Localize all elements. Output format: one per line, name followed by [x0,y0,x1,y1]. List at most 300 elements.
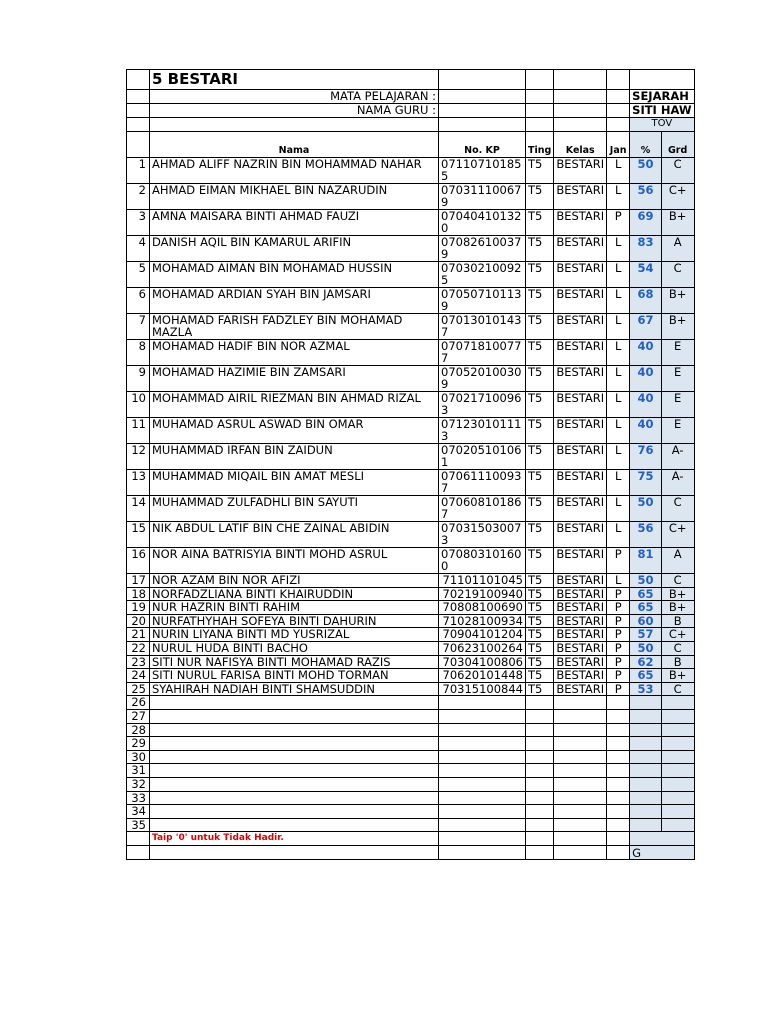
row-number: 1 [127,158,150,184]
student-class: BESTARI [554,288,607,314]
student-gender: L [607,288,630,314]
empty-cell [439,764,526,778]
student-grade: C [661,574,694,588]
empty-cell [554,709,607,723]
student-percent: 69 [630,210,662,236]
row-number: 21 [127,628,150,642]
empty-cell [439,709,526,723]
row-number: 11 [127,418,150,444]
student-form: T5 [526,236,554,262]
student-name: MUHAMAD ASRUL ASWAD BIN OMAR [150,418,439,444]
student-form: T5 [526,496,554,522]
student-grade: C [661,262,694,288]
student-grade: E [661,366,694,392]
class-title: 5 BESTARI [150,70,439,90]
student-name: NOR AINA BATRISYIA BINTI MOHD ASRUL [150,548,439,574]
subject-value: SEJARAH [630,90,694,104]
student-row [127,655,695,669]
student-name: MUHAMMAD MIQAIL BIN AMAT MESLI [150,470,439,496]
student-row [127,262,695,288]
empty-cell [607,709,630,723]
student-grade: E [661,340,694,366]
empty-cell [526,737,554,751]
row-number: 9 [127,366,150,392]
row-number: 3 [127,210,150,236]
row-number: 13 [127,470,150,496]
empty-row [127,805,695,819]
student-row [127,366,695,392]
empty-row [127,709,695,723]
empty-cell [150,805,439,819]
student-row [127,314,695,340]
student-class: BESTARI [554,522,607,548]
student-ic: 070608101867 [439,496,526,522]
empty-cell [630,723,662,737]
empty-cell [439,777,526,791]
student-row [127,614,695,628]
student-gender: L [607,184,630,210]
student-class: BESTARI [554,210,607,236]
empty-cell [661,818,694,832]
student-class: BESTARI [554,641,607,655]
student-name: MOHAMAD FARISH FADZLEY BIN MOHAMAD MAZLA [150,314,439,340]
student-row [127,470,695,496]
student-form: T5 [526,574,554,588]
student-percent: 65 [630,669,662,683]
student-class: BESTARI [554,366,607,392]
student-percent: 56 [630,184,662,210]
student-class: BESTARI [554,184,607,210]
student-class: BESTARI [554,392,607,418]
student-ic: 70808100690 [439,601,526,615]
empty-cell [439,750,526,764]
row-number: 24 [127,669,150,683]
student-name: NOR AZAM BIN NOR AFIZI [150,574,439,588]
row-number: 16 [127,548,150,574]
empty-cell [630,818,662,832]
empty-cell [439,723,526,737]
empty-cell [526,750,554,764]
empty-cell [554,723,607,737]
student-gender: L [607,496,630,522]
empty-cell [630,805,662,819]
student-row [127,184,695,210]
student-ic: 070520100309 [439,366,526,392]
empty-cell [554,737,607,751]
student-name: AMNA MAISARA BINTI AHMAD FAUZI [150,210,439,236]
student-percent: 50 [630,496,662,522]
row-number: 35 [127,818,150,832]
student-row [127,628,695,642]
header-kelas: Kelas [554,132,607,158]
student-grade: B+ [661,587,694,601]
empty-cell [439,791,526,805]
row-number: 8 [127,340,150,366]
student-form: T5 [526,669,554,683]
empty-cell [630,777,662,791]
student-gender: L [607,392,630,418]
student-grade: B [661,614,694,628]
row-number: 17 [127,574,150,588]
empty-row [127,723,695,737]
empty-row [127,696,695,710]
row-number: 28 [127,723,150,737]
empty-cell [526,777,554,791]
empty-cell [150,737,439,751]
blank-cell [439,846,526,860]
empty-cell [554,791,607,805]
empty-row [127,791,695,805]
student-row [127,574,695,588]
student-form: T5 [526,628,554,642]
student-form: T5 [526,392,554,418]
empty-cell [554,777,607,791]
empty-cell [526,723,554,737]
student-ic: 71101101045 [439,574,526,588]
student-grade: C+ [661,628,694,642]
empty-row [127,737,695,751]
student-ic: 70904101204 [439,628,526,642]
row-number: 20 [127,614,150,628]
student-ic: 070130101437 [439,314,526,340]
empty-cell [526,791,554,805]
empty-cell [150,723,439,737]
empty-cell [661,709,694,723]
student-form: T5 [526,587,554,601]
empty-cell [526,805,554,819]
header-kp: No. KP [439,132,526,158]
student-row [127,418,695,444]
student-row [127,236,695,262]
student-percent: 68 [630,288,662,314]
student-grade: A [661,548,694,574]
student-grade: C [661,496,694,522]
student-row [127,444,695,470]
row-number: 23 [127,655,150,669]
empty-cell [607,818,630,832]
student-percent: 65 [630,601,662,615]
empty-cell [661,805,694,819]
student-form: T5 [526,184,554,210]
student-percent: 83 [630,236,662,262]
student-gender: L [607,418,630,444]
empty-cell [661,764,694,778]
student-name: NIK ABDUL LATIF BIN CHE ZAINAL ABIDIN [150,522,439,548]
empty-cell [554,696,607,710]
student-ic: 70620101448 [439,669,526,683]
empty-cell [439,818,526,832]
student-row [127,548,695,574]
student-class: BESTARI [554,418,607,444]
empty-cell [439,805,526,819]
student-grade: A- [661,470,694,496]
student-gender: L [607,366,630,392]
empty-cell [150,791,439,805]
student-percent: 54 [630,262,662,288]
blank-cell [607,832,630,846]
empty-cell [150,764,439,778]
student-percent: 60 [630,614,662,628]
blank-cell [439,70,526,90]
empty-cell [630,709,662,723]
student-grade: A [661,236,694,262]
student-name: MOHAMAD HAZIMIE BIN ZAMSARI [150,366,439,392]
student-form: T5 [526,262,554,288]
header-jan: Jan [607,132,630,158]
student-class: BESTARI [554,574,607,588]
student-ic: 070404101320 [439,210,526,236]
row-number: 26 [127,696,150,710]
student-form: T5 [526,158,554,184]
student-row [127,158,695,184]
empty-cell [661,750,694,764]
student-row [127,522,695,548]
student-percent: 40 [630,340,662,366]
student-form: T5 [526,522,554,548]
student-form: T5 [526,548,554,574]
student-percent: 50 [630,158,662,184]
student-class: BESTARI [554,158,607,184]
student-name: SITI NUR NAFISYA BINTI MOHAMAD RAZIS [150,655,439,669]
student-ic: 70623100264 [439,641,526,655]
student-row [127,601,695,615]
student-ic: 070803101600 [439,548,526,574]
student-name: AHMAD EIMAN MIKHAEL BIN NAZARUDIN [150,184,439,210]
student-ic: 70304100806 [439,655,526,669]
student-class: BESTARI [554,628,607,642]
student-name: DANISH AQIL BIN KAMARUL ARIFIN [150,236,439,262]
empty-cell [150,709,439,723]
student-ic: 070205101061 [439,444,526,470]
student-ic: 71028100934 [439,614,526,628]
row-number: 29 [127,737,150,751]
row-number: 5 [127,262,150,288]
student-gender: L [607,444,630,470]
row-number: 19 [127,601,150,615]
teacher-label: NAMA GURU : [150,104,439,118]
row-number: 31 [127,764,150,778]
student-gender: P [607,641,630,655]
blank-cell [526,832,554,846]
empty-cell [607,791,630,805]
student-grade: C [661,641,694,655]
student-class: BESTARI [554,669,607,683]
row-number: 18 [127,587,150,601]
student-ic: 070302100925 [439,262,526,288]
student-gender: P [607,655,630,669]
empty-cell [150,818,439,832]
student-class: BESTARI [554,236,607,262]
student-class: BESTARI [554,340,607,366]
row-number: 27 [127,709,150,723]
student-gender: P [607,548,630,574]
student-percent: 50 [630,574,662,588]
row-number: 22 [127,641,150,655]
student-ic: 70315100844 [439,682,526,696]
student-name: MOHAMAD HADIF BIN NOR AZMAL [150,340,439,366]
student-form: T5 [526,210,554,236]
student-ic: 070311100679 [439,184,526,210]
empty-cell [439,737,526,751]
empty-cell [661,777,694,791]
empty-cell [661,737,694,751]
student-gender: P [607,614,630,628]
empty-cell [607,696,630,710]
student-gender: L [607,574,630,588]
student-row [127,288,695,314]
empty-cell [630,791,662,805]
student-row [127,340,695,366]
header-grd: Grd [661,132,694,158]
header-pct: % [630,132,662,158]
empty-cell [630,764,662,778]
student-percent: 57 [630,628,662,642]
student-class: BESTARI [554,587,607,601]
student-name: NUR HAZRIN BINTI RAHIM [150,601,439,615]
empty-row [127,818,695,832]
student-gender: P [607,682,630,696]
student-ic: 070718100777 [439,340,526,366]
student-grade: B+ [661,601,694,615]
empty-cell [630,750,662,764]
student-row [127,669,695,683]
empty-cell [526,696,554,710]
student-gender: P [607,628,630,642]
student-form: T5 [526,444,554,470]
student-form: T5 [526,614,554,628]
row-number: 14 [127,496,150,522]
student-gender: P [607,210,630,236]
student-grade: B+ [661,288,694,314]
student-name: AHMAD ALIFF NAZRIN BIN MOHAMMAD NAHAR [150,158,439,184]
empty-cell [554,805,607,819]
subject-label: MATA PELAJARAN : [150,90,439,104]
student-row [127,496,695,522]
student-name: MOHAMMAD AIRIL RIEZMAN BIN AHMAD RIZAL [150,392,439,418]
student-percent: 67 [630,314,662,340]
header-ting: Ting [526,132,554,158]
teacher-value: SITI HAW [630,104,694,118]
student-class: BESTARI [554,444,607,470]
student-ic: 070611100937 [439,470,526,496]
blank-cell [526,846,554,860]
student-name: MOHAMAD ARDIAN SYAH BIN JAMSARI [150,288,439,314]
blank-cell [127,832,150,846]
row-number: 33 [127,791,150,805]
empty-row [127,777,695,791]
empty-cell [607,805,630,819]
student-percent: 40 [630,366,662,392]
student-percent: 40 [630,418,662,444]
student-class: BESTARI [554,470,607,496]
row-number: 4 [127,236,150,262]
student-name: NURIN LIYANA BINTI MD YUSRIZAL [150,628,439,642]
row-number: 25 [127,682,150,696]
student-grade: A- [661,444,694,470]
student-form: T5 [526,470,554,496]
empty-cell [630,696,662,710]
exam-label: TOV [630,118,694,132]
student-ic: 070826100379 [439,236,526,262]
row-number: 34 [127,805,150,819]
blank-cell [127,846,150,860]
row-number: 15 [127,522,150,548]
footer-grade: G [630,846,694,860]
empty-cell [607,723,630,737]
corner-cell [127,70,150,90]
student-grade: E [661,392,694,418]
student-gender: L [607,262,630,288]
student-name: MOHAMAD AIMAN BIN MOHAMAD HUSSIN [150,262,439,288]
student-grade: E [661,418,694,444]
student-name: NURFATHYHAH SOFEYA BINTI DAHURIN [150,614,439,628]
student-class: BESTARI [554,262,607,288]
student-class: BESTARI [554,314,607,340]
student-ic: 071230101113 [439,418,526,444]
empty-cell [607,764,630,778]
student-percent: 53 [630,682,662,696]
student-name: MUHAMMAD IRFAN BIN ZAIDUN [150,444,439,470]
student-grade: C+ [661,522,694,548]
student-grade: C [661,158,694,184]
blank-cell [630,70,694,90]
student-grade: B+ [661,314,694,340]
student-gender: L [607,340,630,366]
student-gender: L [607,470,630,496]
student-gender: L [607,236,630,262]
student-form: T5 [526,682,554,696]
student-row [127,392,695,418]
student-grade: C+ [661,184,694,210]
row-number: 7 [127,314,150,340]
student-class: BESTARI [554,548,607,574]
empty-cell [150,696,439,710]
empty-cell [630,737,662,751]
empty-row [127,750,695,764]
empty-row [127,764,695,778]
student-row [127,682,695,696]
student-gender: L [607,158,630,184]
student-percent: 56 [630,522,662,548]
student-form: T5 [526,314,554,340]
blank-cell [554,846,607,860]
student-grade: B+ [661,669,694,683]
student-gender: P [607,669,630,683]
student-grade: B [661,655,694,669]
row-number: 30 [127,750,150,764]
student-class: BESTARI [554,601,607,615]
student-ic: 070507101139 [439,288,526,314]
student-form: T5 [526,655,554,669]
row-number: 10 [127,392,150,418]
empty-cell [607,750,630,764]
student-gender: P [607,587,630,601]
student-percent: 76 [630,444,662,470]
student-name: MUHAMMAD ZULFADHLI BIN SAYUTI [150,496,439,522]
student-gender: L [607,314,630,340]
student-class: BESTARI [554,496,607,522]
student-name: SYAHIRAH NADIAH BINTI SHAMSUDDIN [150,682,439,696]
student-gender: L [607,522,630,548]
student-form: T5 [526,601,554,615]
row-number: 32 [127,777,150,791]
blank-cell [150,846,439,860]
student-percent: 65 [630,587,662,601]
student-grade: C [661,682,694,696]
blank-cell [630,832,694,846]
empty-cell [150,777,439,791]
student-ic: 071107101855 [439,158,526,184]
